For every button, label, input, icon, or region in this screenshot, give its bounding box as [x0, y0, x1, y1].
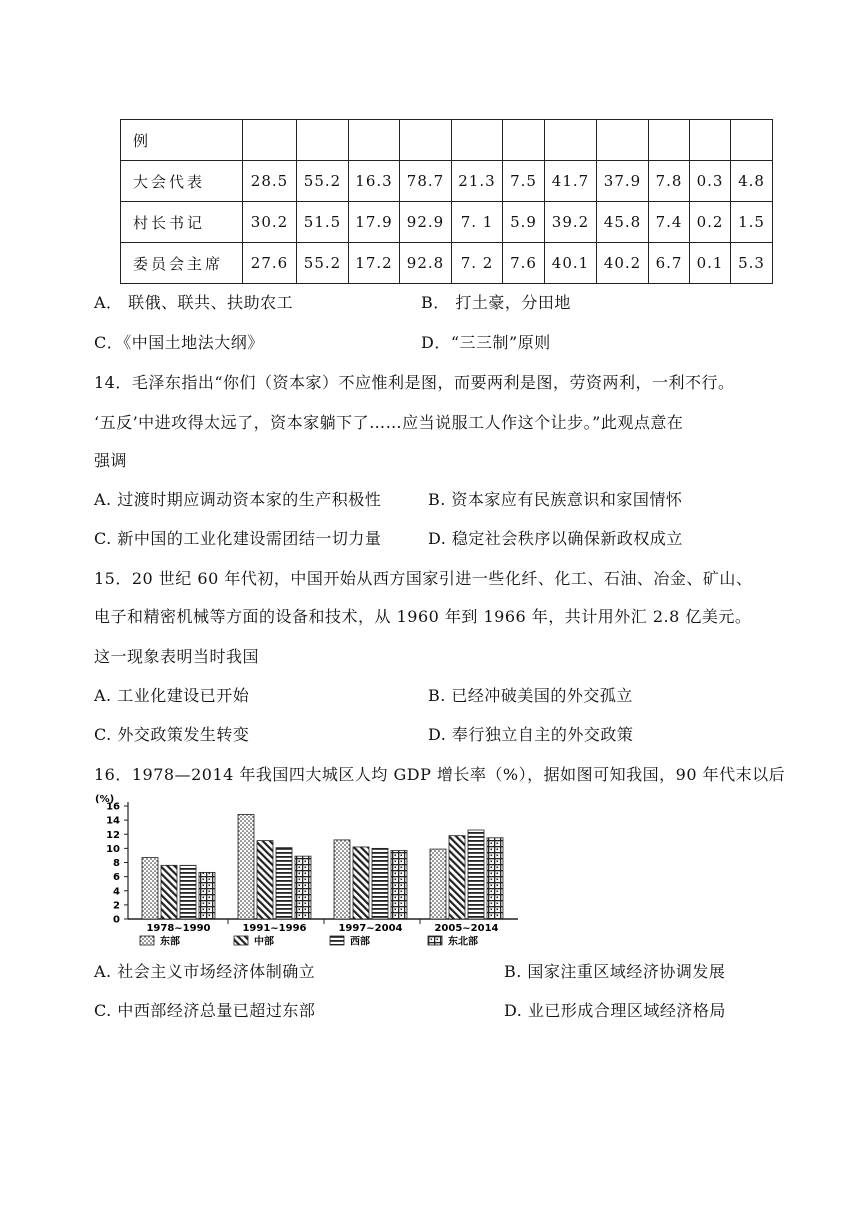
q14-option-a: A. 过渡时期应调动资本家的生产积极性: [94, 490, 382, 509]
gdp-growth-bar-chart: [92, 792, 522, 950]
table-cell: 55.2: [297, 243, 349, 284]
bar-中部-1997~2004: [353, 847, 369, 919]
table-cell: [243, 120, 297, 161]
table-cell: 0.2: [690, 202, 731, 243]
q13-option-c: C．《中国土地法大纲》: [94, 333, 264, 352]
table-cell: 55.2: [297, 161, 349, 202]
table-cell: 7.4: [649, 202, 690, 243]
bar-中部-1991~1996: [257, 841, 273, 919]
table-cell: 78.7: [400, 161, 452, 202]
table-row-label: 委员会主席: [121, 243, 243, 284]
table-cell: [452, 120, 503, 161]
y-tick-label: 4: [113, 886, 120, 898]
table-cell: 7. 2: [452, 243, 503, 284]
table-cell: 39.2: [545, 202, 597, 243]
bar-东部-2005~2014: [430, 849, 446, 919]
data-table: [120, 119, 773, 284]
table-cell: [731, 120, 773, 161]
table-cell: 7.6: [503, 243, 545, 284]
q14-option-b: B. 资本家应有民族意识和家国情怀: [428, 490, 683, 509]
y-tick-label: 14: [106, 815, 120, 827]
bar-西部-1978~1990: [180, 865, 196, 919]
table-cell: 7.5: [503, 161, 545, 202]
table-cell: 51.5: [297, 202, 349, 243]
q13-option-d: D．“三三制”原则: [421, 333, 551, 352]
legend-label: 西部: [350, 936, 370, 948]
q16-stem: 16．1978—2014 年我国四大城区人均 GDP 增长率（%），据如图可知我国，90 年代末以后: [94, 765, 786, 784]
y-tick-label: 0: [113, 914, 120, 926]
q14-option-c: C. 新中国的工业化建设需团结一切力量: [94, 529, 382, 548]
table-cell: [400, 120, 452, 161]
table-cell: 5.9: [503, 202, 545, 243]
bar-东北部-2005~2014: [487, 838, 503, 919]
table-cell: 17.9: [349, 202, 400, 243]
table-row: [121, 120, 773, 161]
table-cell: 27.6: [243, 243, 297, 284]
table-cell: 30.2: [243, 202, 297, 243]
q14-stem-line1: 14．毛泽东指出“你们（资本家）不应惟利是图，而要两利是图，劳资两利，一利不行。: [94, 373, 735, 392]
y-tick-label: 8: [113, 858, 120, 869]
data-table-container: [120, 119, 773, 284]
table-cell: 0.1: [690, 243, 731, 284]
legend-swatch-中部: [234, 936, 248, 945]
table-cell: [349, 120, 400, 161]
bar-东部-1991~1996: [238, 814, 254, 919]
q15-stem-line3: 这一现象表明当时我国: [94, 647, 260, 666]
legend-label: 中部: [254, 936, 274, 948]
q14-option-d: D. 稳定社会秩序以确保新政权成立: [428, 529, 683, 548]
table-cell: 1.5: [731, 202, 773, 243]
y-axis-unit-label: (%): [95, 794, 115, 805]
legend-swatch-东部: [140, 936, 154, 945]
y-tick-label: 12: [106, 829, 120, 841]
table-cell: 92.9: [400, 202, 452, 243]
bar-中部-1978~1990: [161, 865, 177, 919]
table-row: [121, 243, 773, 284]
q14-stem-line2: ‘五反’中进攻得太远了，资本家躺下了……应当说服工人作这个让步。”此观点意在: [94, 413, 684, 432]
q13-option-b: B． 打土豪，分田地: [421, 293, 571, 312]
q16-option-d: D. 业已形成合理区域经济格局: [504, 1001, 726, 1020]
table-row: [121, 202, 773, 243]
q16-option-b: B. 国家注重区域经济协调发展: [504, 962, 726, 981]
table-cell: 17.2: [349, 243, 400, 284]
chart-plot-area: [95, 794, 518, 948]
y-tick-label: 6: [113, 872, 120, 884]
table-cell: [545, 120, 597, 161]
table-cell: [597, 120, 649, 161]
bar-中部-2005~2014: [449, 836, 465, 919]
legend-swatch-东北部: [428, 936, 442, 945]
x-tick-label: 2005~2014: [434, 923, 499, 934]
q16-option-c: C. 中西部经济总量已超过东部: [94, 1001, 316, 1020]
q14-stem-line3: 强调: [94, 451, 128, 470]
q15-stem-line2: 电子和精密机械等方面的设备和技术，从 1960 年到 1966 年，共计用外汇 2.8 亿美元。: [94, 607, 752, 626]
table-cell: 92.8: [400, 243, 452, 284]
bar-西部-1997~2004: [372, 848, 388, 919]
q13-option-a: A． 联俄、联共、扶助农工: [94, 293, 294, 312]
table-cell: [503, 120, 545, 161]
table-row-label: 大会代表: [121, 161, 243, 202]
bar-东北部-1978~1990: [199, 872, 215, 919]
table-cell: 21.3: [452, 161, 503, 202]
x-tick-label: 1997~2004: [338, 923, 403, 934]
q15-option-b: B. 已经冲破美国的外交孤立: [428, 686, 633, 705]
table-cell: 4.8: [731, 161, 773, 202]
q16-option-a: A. 社会主义市场经济体制确立: [94, 962, 316, 981]
legend-label: 东北部: [448, 936, 478, 948]
bar-东北部-1991~1996: [295, 856, 311, 919]
table-cell: 0.3: [690, 161, 731, 202]
table-cell: 40.2: [597, 243, 649, 284]
bar-东部-1978~1990: [142, 858, 158, 919]
table-cell: 16.3: [349, 161, 400, 202]
bar-西部-2005~2014: [468, 830, 484, 919]
legend-swatch-西部: [330, 936, 344, 945]
table-cell: [649, 120, 690, 161]
q15-stem-line1: 15．20 世纪 60 年代初，中国开始从西方国家引进一些化纤、化工、石油、冶金、矿山、: [94, 569, 753, 588]
table-cell: 37.9: [597, 161, 649, 202]
q15-option-c: C. 外交政策发生转变: [94, 725, 250, 744]
table-cell: 7.8: [649, 161, 690, 202]
table-cell: 28.5: [243, 161, 297, 202]
x-tick-label: 1991~1996: [242, 923, 307, 934]
table-cell: [690, 120, 731, 161]
bar-东北部-1997~2004: [391, 850, 407, 919]
q15-option-a: A. 工业化建设已开始: [94, 686, 250, 705]
bar-西部-1991~1996: [276, 848, 292, 919]
y-tick-label: 2: [113, 900, 120, 912]
x-tick-label: 1978~1990: [146, 923, 211, 934]
table-cell: 41.7: [545, 161, 597, 202]
table-row: [121, 161, 773, 202]
legend-label: 东部: [160, 936, 180, 948]
table-cell: 45.8: [597, 202, 649, 243]
table-cell: [297, 120, 349, 161]
table-cell: 40.1: [545, 243, 597, 284]
q15-option-d: D. 奉行独立自主的外交政策: [428, 725, 634, 744]
table-cell: 5.3: [731, 243, 773, 284]
table-body: [121, 120, 773, 284]
table-cell: 7. 1: [452, 202, 503, 243]
table-row-label: 例: [121, 120, 243, 161]
y-tick-label: 16: [106, 801, 120, 813]
table-cell: 6.7: [649, 243, 690, 284]
bar-东部-1997~2004: [334, 840, 350, 919]
table-row-label: 村长书记: [121, 202, 243, 243]
y-tick-label: 10: [106, 843, 120, 855]
